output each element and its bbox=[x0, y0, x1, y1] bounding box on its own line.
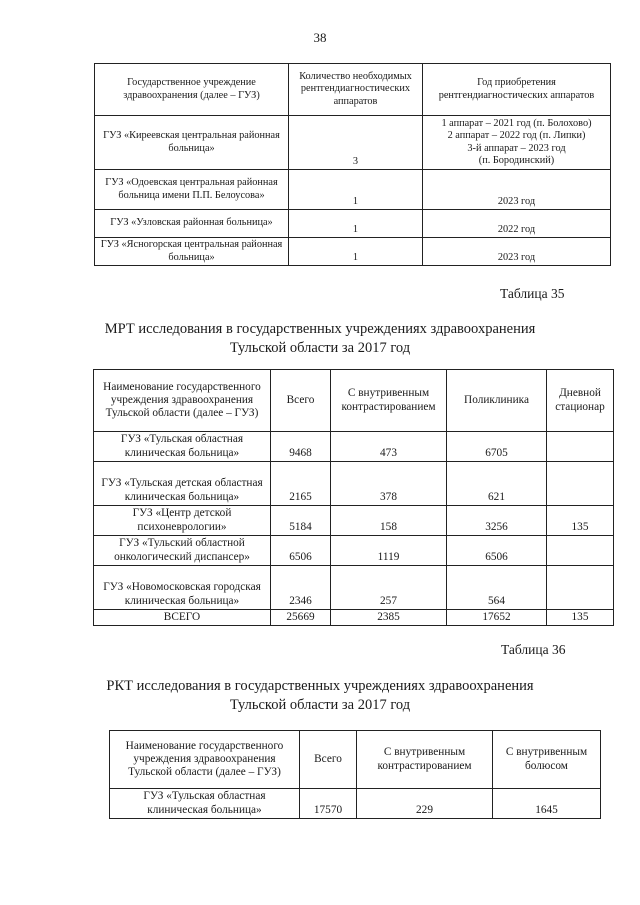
institution-name: ГУЗ «Тульский областной онкологический диспансер» bbox=[94, 536, 271, 566]
institution-name: ГУЗ «Одоевская центральная районная больница имени П.П. Белоусова» bbox=[95, 170, 289, 210]
table-row bbox=[95, 238, 611, 266]
title-line: МРТ исследования в государственных учреждениях здравоохранения bbox=[104, 321, 536, 337]
institution-name: ГУЗ «Тульская областная клиническая больница» bbox=[110, 789, 300, 819]
device-count: 1 bbox=[289, 210, 423, 238]
title-line: Тульской области за 2017 год bbox=[229, 339, 411, 356]
institution-name: ГУЗ «Узловская районная больница» bbox=[95, 210, 289, 238]
total-label: ВСЕГО bbox=[94, 610, 271, 626]
cell-bolus: 1645 bbox=[493, 789, 601, 819]
cell-total: 6506 bbox=[271, 536, 331, 566]
device-count: 1 bbox=[289, 238, 423, 266]
header-contrast: С внутривенным контрастированием bbox=[357, 731, 493, 789]
table-header-row bbox=[110, 731, 601, 789]
cell-polyclinic: 3256 bbox=[447, 506, 547, 536]
x-ray-equipment-table bbox=[94, 63, 611, 266]
institution-name: ГУЗ «Ясногорская центральная районная больница» bbox=[95, 238, 289, 266]
mri-table bbox=[93, 369, 614, 626]
cell-contrast: 158 bbox=[331, 506, 447, 536]
institution-name: ГУЗ «Центр детской психоневрологии» bbox=[94, 506, 271, 536]
table-row bbox=[95, 116, 611, 170]
table-total-row bbox=[94, 610, 614, 626]
ct-table bbox=[109, 730, 601, 819]
title-line: РКТ исследования в государственных учреждениях здравоохранения bbox=[106, 678, 534, 694]
header-institution: Наименование государственного учреждения здравоохранения Тульской области (далее – ГУЗ) bbox=[110, 731, 300, 789]
cell-polyclinic: 17652 bbox=[447, 610, 547, 626]
institution-name: ГУЗ «Новомосковская городская клиническая больница» bbox=[94, 566, 271, 610]
cell-total: 25669 bbox=[271, 610, 331, 626]
header-polyclinic: Поликлиника bbox=[447, 370, 547, 432]
purchase-year-line: 2 аппарат – 2022 год (п. Липки) bbox=[447, 130, 586, 142]
institution-name: ГУЗ «Киреевская центральная районная больница» bbox=[95, 116, 289, 170]
purchase-year: 2022 год bbox=[423, 210, 611, 238]
table-row bbox=[95, 210, 611, 238]
table-row bbox=[110, 789, 601, 819]
cell-contrast: 2385 bbox=[331, 610, 447, 626]
header-device-count: Количество необходимых рентгендиагностических аппаратов bbox=[289, 64, 423, 116]
device-count: 1 bbox=[289, 170, 423, 210]
purchase-year: 2023 год bbox=[423, 238, 611, 266]
table-row bbox=[94, 566, 614, 610]
table-35-label: Таблица 35 bbox=[500, 286, 565, 301]
table-36-title bbox=[0, 677, 640, 715]
page-number: 38 bbox=[313, 30, 327, 45]
cell-day-hospital bbox=[547, 566, 614, 610]
cell-contrast: 473 bbox=[331, 432, 447, 462]
header-total: Всего bbox=[271, 370, 331, 432]
title-line: Тульской области за 2017 год bbox=[229, 696, 411, 713]
header-institution: Государственное учреждение здравоохранения (далее – ГУЗ) bbox=[95, 64, 289, 116]
cell-polyclinic: 6705 bbox=[447, 432, 547, 462]
cell-polyclinic: 6506 bbox=[447, 536, 547, 566]
table-row bbox=[94, 432, 614, 462]
cell-contrast: 229 bbox=[357, 789, 493, 819]
cell-day-hospital: 135 bbox=[547, 610, 614, 626]
institution-name: ГУЗ «Тульская детская областная клиническая больница» bbox=[94, 462, 271, 506]
cell-total: 17570 bbox=[300, 789, 357, 819]
header-total: Всего bbox=[300, 731, 357, 789]
cell-total: 9468 bbox=[271, 432, 331, 462]
header-purchase-year: Год приобретения рентгендиагностических аппаратов bbox=[423, 64, 611, 116]
cell-contrast: 378 bbox=[331, 462, 447, 506]
cell-day-hospital bbox=[547, 536, 614, 566]
cell-day-hospital bbox=[547, 462, 614, 506]
device-count: 3 bbox=[289, 116, 423, 170]
cell-total: 2165 bbox=[271, 462, 331, 506]
header-bolus: С внутривенным болюсом bbox=[493, 731, 601, 789]
table-35-title bbox=[0, 320, 640, 358]
purchase-years bbox=[423, 116, 611, 170]
header-institution: Наименование государственного учреждения здравоохранения Тульской области (далее – ГУЗ) bbox=[94, 370, 271, 432]
cell-polyclinic: 564 bbox=[447, 566, 547, 610]
purchase-year-line: 3-й аппарат – 2023 год bbox=[467, 142, 566, 154]
table-36-label: Таблица 36 bbox=[501, 642, 566, 657]
table-row bbox=[94, 506, 614, 536]
cell-total: 2346 bbox=[271, 566, 331, 610]
purchase-year-line: (п. Бородинский) bbox=[478, 154, 555, 166]
table-row bbox=[94, 462, 614, 506]
cell-total: 5184 bbox=[271, 506, 331, 536]
cell-contrast: 257 bbox=[331, 566, 447, 610]
header-day-hospital: Дневной стационар bbox=[547, 370, 614, 432]
cell-day-hospital: 135 bbox=[547, 506, 614, 536]
cell-polyclinic: 621 bbox=[447, 462, 547, 506]
purchase-year: 2023 год bbox=[423, 170, 611, 210]
purchase-year-line: 1 аппарат – 2021 год (п. Болохово) bbox=[441, 118, 592, 130]
table-row bbox=[94, 536, 614, 566]
cell-day-hospital bbox=[547, 432, 614, 462]
institution-name: ГУЗ «Тульская областная клиническая больница» bbox=[94, 432, 271, 462]
table-header-row bbox=[95, 64, 611, 116]
cell-contrast: 1119 bbox=[331, 536, 447, 566]
header-contrast: С внутривенным контрастированием bbox=[331, 370, 447, 432]
table-header-row bbox=[94, 370, 614, 432]
table-row bbox=[95, 170, 611, 210]
